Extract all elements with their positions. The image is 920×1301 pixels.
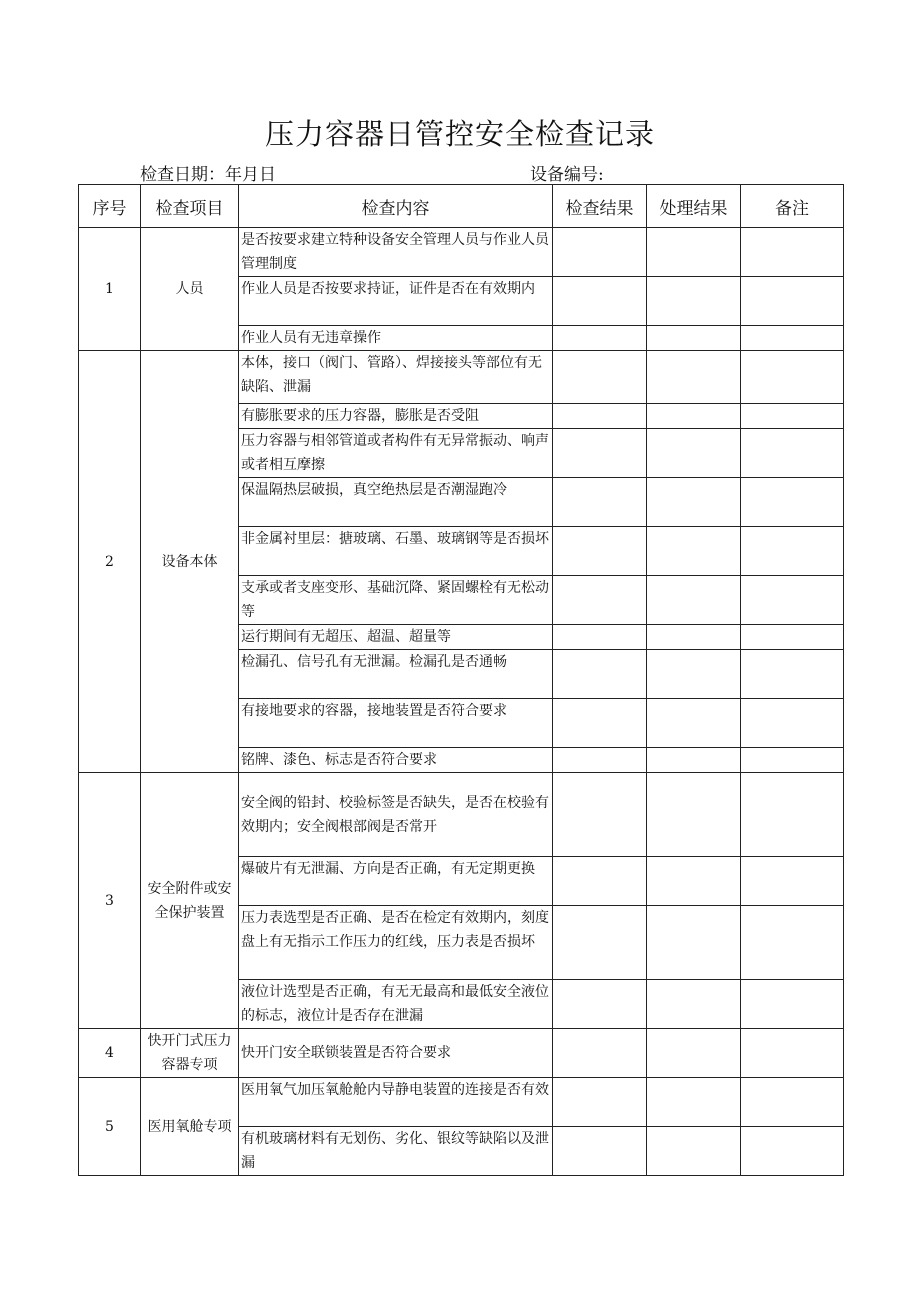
handling-cell[interactable]	[647, 699, 741, 748]
check-content: 作业人员是否按要求持证，证件是否在有效期内	[239, 277, 553, 326]
remark-cell[interactable]	[741, 980, 844, 1029]
check-content: 支承或者支座变形、基础沉降、紧固螺栓有无松动等	[239, 576, 553, 625]
group-no: 2	[79, 351, 141, 773]
check-content: 作业人员有无违章操作	[239, 326, 553, 351]
table-row	[79, 1029, 844, 1078]
handling-cell[interactable]	[647, 625, 741, 650]
check-content: 运行期间有无超压、超温、超量等	[239, 625, 553, 650]
remark-cell[interactable]	[741, 277, 844, 326]
check-content: 液位计选型是否正确，有无无最高和最低安全液位的标志，液位计是否存在泄漏	[239, 980, 553, 1029]
header-result: 检查结果	[553, 185, 647, 228]
result-cell[interactable]	[553, 351, 647, 404]
header-item: 检查项目	[141, 185, 239, 228]
table-row	[79, 228, 844, 277]
remark-cell[interactable]	[741, 404, 844, 429]
group-no: 1	[79, 228, 141, 351]
table-row	[79, 773, 844, 857]
group-no: 4	[79, 1029, 141, 1078]
remark-cell[interactable]	[741, 478, 844, 527]
result-cell[interactable]	[553, 1029, 647, 1078]
result-cell[interactable]	[553, 980, 647, 1029]
remark-cell[interactable]	[741, 1078, 844, 1127]
check-content: 有膨胀要求的压力容器，膨胀是否受阻	[239, 404, 553, 429]
handling-cell[interactable]	[647, 228, 741, 277]
check-content: 是否按要求建立特种设备安全管理人员与作业人员管理制度	[239, 228, 553, 277]
handling-cell[interactable]	[647, 351, 741, 404]
check-content: 医用氧气加压氧舱舱内导静电装置的连接是否有效	[239, 1078, 553, 1127]
result-cell[interactable]	[553, 699, 647, 748]
handling-cell[interactable]	[647, 980, 741, 1029]
inspection-date-label: 检查日期：年月日	[140, 165, 276, 185]
header-remark: 备注	[741, 185, 844, 228]
group-no: 5	[79, 1078, 141, 1176]
handling-cell[interactable]	[647, 650, 741, 699]
remark-cell[interactable]	[741, 527, 844, 576]
handling-cell[interactable]	[647, 1029, 741, 1078]
header-handling: 处理结果	[647, 185, 741, 228]
remark-cell[interactable]	[741, 857, 844, 906]
remark-cell[interactable]	[741, 748, 844, 773]
check-content: 快开门安全联锁装置是否符合要求	[239, 1029, 553, 1078]
remark-cell[interactable]	[741, 326, 844, 351]
group-item: 安全附件或安全保护装置	[141, 773, 239, 1029]
group-item: 设备本体	[141, 351, 239, 773]
handling-cell[interactable]	[647, 277, 741, 326]
check-content: 铭牌、漆色、标志是否符合要求	[239, 748, 553, 773]
check-content: 本体，接口（阀门、管路）、焊接接头等部位有无缺陷、泄漏	[239, 351, 553, 404]
result-cell[interactable]	[553, 478, 647, 527]
remark-cell[interactable]	[741, 228, 844, 277]
inspection-table	[78, 184, 844, 1176]
remark-cell[interactable]	[741, 650, 844, 699]
check-content: 有机玻璃材料有无划伤、劣化、银纹等缺陷以及泄漏	[239, 1127, 553, 1176]
handling-cell[interactable]	[647, 478, 741, 527]
check-content: 安全阀的铅封、校验标签是否缺失，是否在校验有效期内；安全阀根部阀是否常开	[239, 773, 553, 857]
result-cell[interactable]	[553, 625, 647, 650]
check-content: 压力表选型是否正确、是否在检定有效期内，刻度盘上有无指示工作压力的红线，压力表是否损坏	[239, 906, 553, 980]
handling-cell[interactable]	[647, 857, 741, 906]
result-cell[interactable]	[553, 857, 647, 906]
remark-cell[interactable]	[741, 625, 844, 650]
remark-cell[interactable]	[741, 699, 844, 748]
header-content: 检查内容	[239, 185, 553, 228]
result-cell[interactable]	[553, 576, 647, 625]
result-cell[interactable]	[553, 773, 647, 857]
result-cell[interactable]	[553, 277, 647, 326]
result-cell[interactable]	[553, 404, 647, 429]
handling-cell[interactable]	[647, 906, 741, 980]
device-number-label: 设备编号:	[530, 165, 604, 185]
remark-cell[interactable]	[741, 1029, 844, 1078]
result-cell[interactable]	[553, 429, 647, 478]
check-content: 压力容器与相邻管道或者构件有无异常振动、响声或者相互摩擦	[239, 429, 553, 478]
handling-cell[interactable]	[647, 1127, 741, 1176]
table-row	[79, 1078, 844, 1127]
result-cell[interactable]	[553, 906, 647, 980]
remark-cell[interactable]	[741, 773, 844, 857]
result-cell[interactable]	[553, 326, 647, 351]
group-item: 人员	[141, 228, 239, 351]
handling-cell[interactable]	[647, 527, 741, 576]
remark-cell[interactable]	[741, 429, 844, 478]
check-content: 非金属衬里层：搪玻璃、石墨、玻璃钢等是否损坏	[239, 527, 553, 576]
header-no: 序号	[79, 185, 141, 228]
result-cell[interactable]	[553, 527, 647, 576]
check-content: 爆破片有无泄漏、方向是否正确，有无定期更换	[239, 857, 553, 906]
group-item: 医用氧舱专项	[141, 1078, 239, 1176]
result-cell[interactable]	[553, 1078, 647, 1127]
group-item: 快开门式压力容器专项	[141, 1029, 239, 1078]
table-row	[79, 351, 844, 404]
group-no: 3	[79, 773, 141, 1029]
handling-cell[interactable]	[647, 429, 741, 478]
remark-cell[interactable]	[741, 351, 844, 404]
table-header-row	[79, 185, 844, 228]
result-cell[interactable]	[553, 228, 647, 277]
check-content: 检漏孔、信号孔有无泄漏。检漏孔是否通畅	[239, 650, 553, 699]
handling-cell[interactable]	[647, 748, 741, 773]
result-cell[interactable]	[553, 748, 647, 773]
handling-cell[interactable]	[647, 773, 741, 857]
remark-cell[interactable]	[741, 576, 844, 625]
check-content: 保温隔热层破损，真空绝热层是否潮湿跑冷	[239, 478, 553, 527]
result-cell[interactable]	[553, 1127, 647, 1176]
handling-cell[interactable]	[647, 326, 741, 351]
result-cell[interactable]	[553, 650, 647, 699]
check-content: 有接地要求的容器，接地装置是否符合要求	[239, 699, 553, 748]
handling-cell[interactable]	[647, 404, 741, 429]
remark-cell[interactable]	[741, 906, 844, 980]
remark-cell[interactable]	[741, 1127, 844, 1176]
handling-cell[interactable]	[647, 1078, 741, 1127]
page-title: 压力容器日管控安全检查记录	[264, 117, 655, 151]
handling-cell[interactable]	[647, 576, 741, 625]
